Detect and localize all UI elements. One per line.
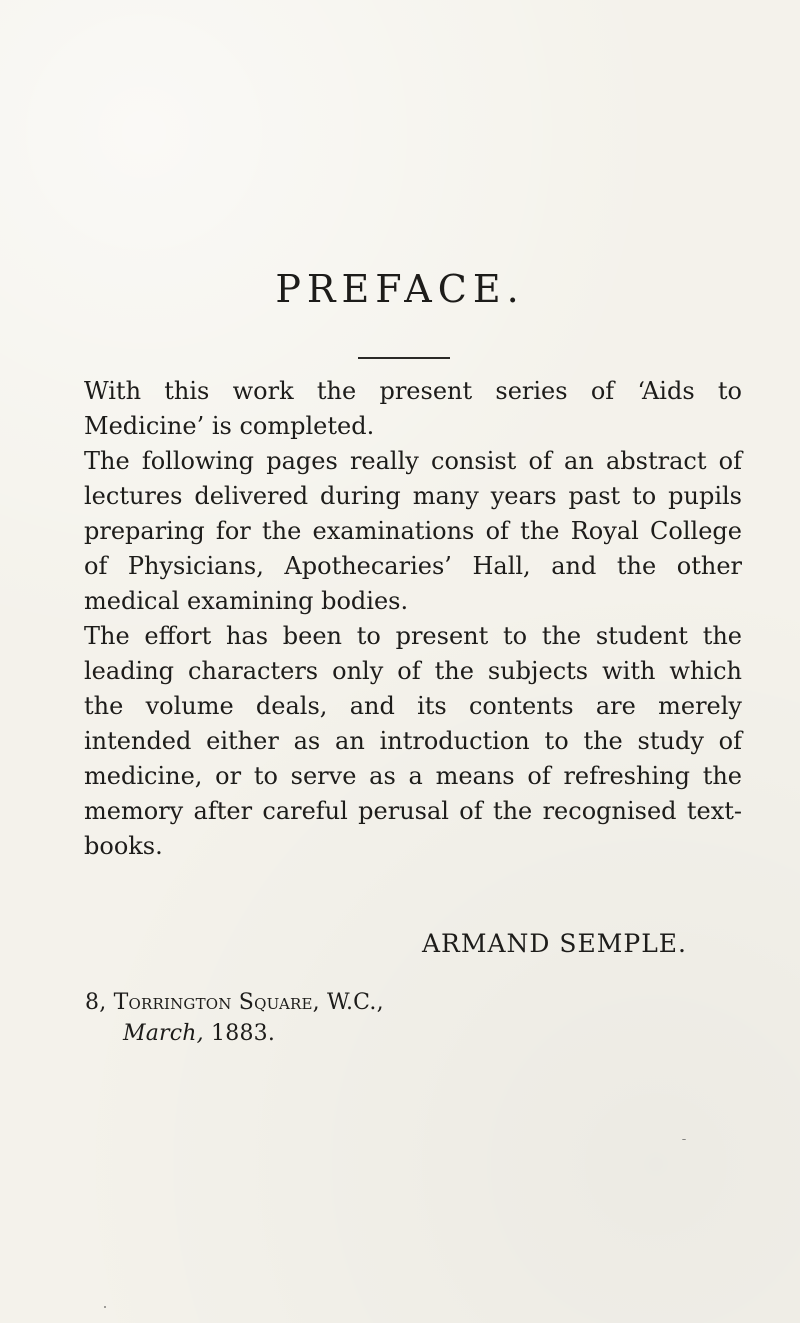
title-rule [358, 357, 450, 359]
page-title: PREFACE. [275, 267, 525, 311]
address-block [85, 987, 384, 1049]
paper-speck [104, 1306, 106, 1308]
date-year: 1883. [211, 1021, 276, 1046]
address-line-1: 8, Torrington Square, W.C., [85, 990, 384, 1015]
date-month: March, [123, 1021, 204, 1046]
paragraph-2: The following pages really consist of an abstract of lectures delivered during many years past to pupils preparing for the examinations of the Royal College of Physicians, Apothecaries’ Hall, and the other medical examining bodies. [84, 447, 742, 615]
paragraph-3: The effort has been to present to the student the leading characters only of the subjects with which the volume deals, and its contents are merely intended either as an introduction to the study of medicine, or to serve as a means of refreshing the memory after careful perusal of the recognised text-books. [84, 622, 742, 860]
signature: ARMAND SEMPLE. [422, 929, 687, 958]
paragraph-1: With this work the present series of ‘Aids to Medicine’ is completed. [84, 377, 742, 440]
paper-mark [682, 1139, 686, 1140]
preface-body [84, 374, 742, 864]
date-line [85, 1018, 384, 1049]
